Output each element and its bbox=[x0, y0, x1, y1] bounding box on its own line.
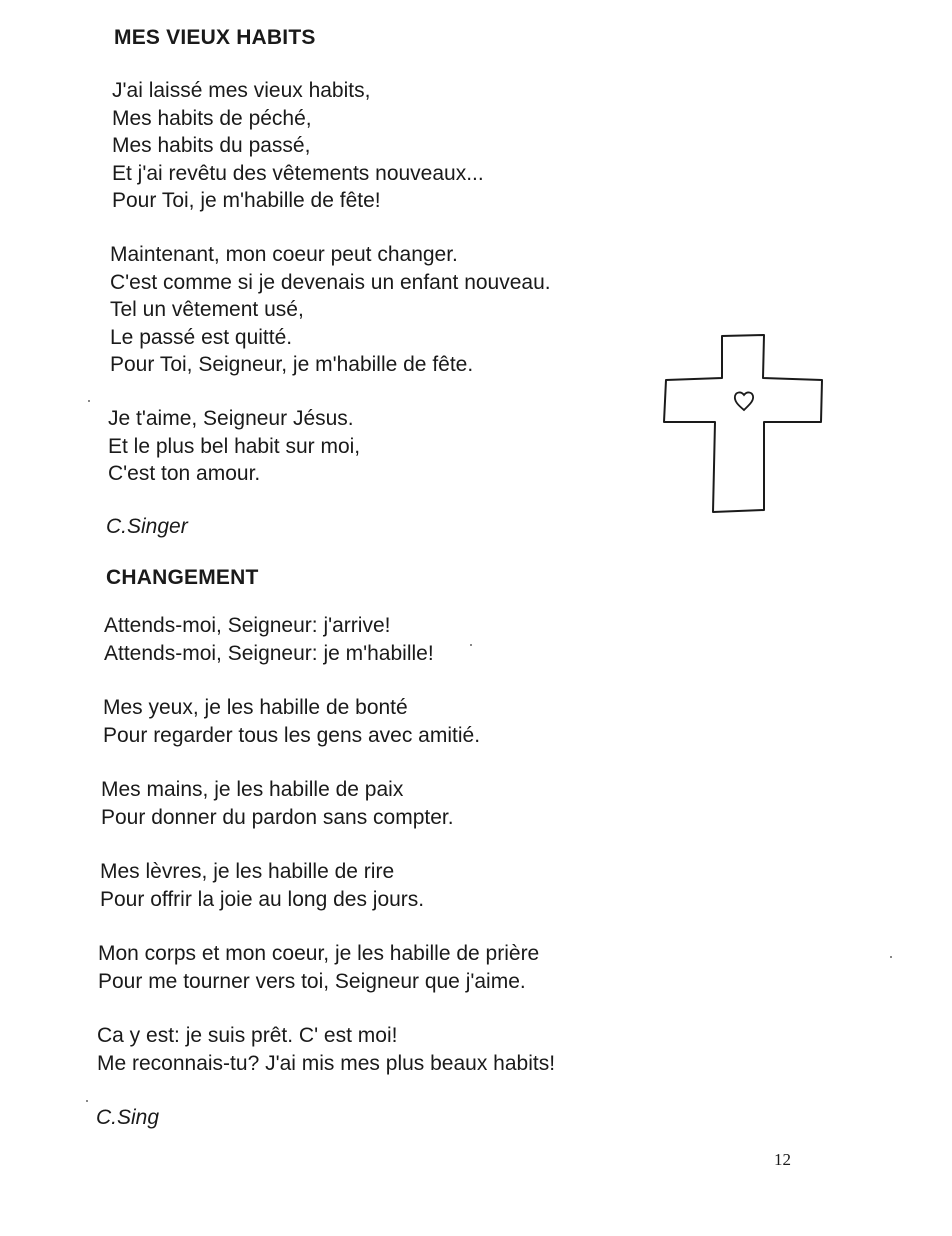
poem1-stanza-3 bbox=[108, 405, 360, 488]
verse-line: Attends-moi, Seigneur: j'arrive! bbox=[104, 614, 391, 637]
cross-with-heart-icon bbox=[660, 330, 828, 520]
verse-line: Pour Toi, je m'habille de fête! bbox=[112, 189, 381, 212]
page-number: 12 bbox=[774, 1150, 791, 1169]
verse-line: Mes habits du passé, bbox=[112, 134, 311, 157]
poem2-stanza-4 bbox=[100, 858, 424, 913]
verse-line: J'ai laissé mes vieux habits, bbox=[112, 79, 371, 102]
verse-line: Pour Toi, Seigneur, je m'habille de fête. bbox=[110, 353, 474, 376]
poem2-stanza-6 bbox=[97, 1022, 555, 1077]
poem2-stanza-1 bbox=[104, 612, 434, 667]
scan-speck bbox=[890, 956, 892, 958]
poem2-stanza-5 bbox=[98, 940, 539, 995]
verse-line: Et j'ai revêtu des vêtements nouveaux... bbox=[112, 161, 484, 185]
verse-line: C'est ton amour. bbox=[108, 462, 261, 485]
verse-line: Pour regarder tous les gens avec amitié. bbox=[103, 723, 481, 747]
scan-speck bbox=[88, 400, 90, 402]
poem1-author: C.Singer bbox=[106, 515, 188, 538]
verse-line: C'est comme si je devenais un enfant nouveau. bbox=[110, 270, 551, 294]
poem-title-changement: CHANGEMENT bbox=[106, 566, 259, 589]
poem1-stanza-2 bbox=[110, 241, 551, 379]
scan-speck bbox=[470, 644, 472, 646]
verse-line: Je t'aime, Seigneur Jésus. bbox=[108, 407, 354, 430]
verse-line: Et le plus bel habit sur moi, bbox=[108, 434, 361, 458]
verse-line: Mes mains, je les habille de paix bbox=[101, 778, 404, 801]
verse-line: Mes lèvres, je les habille de rire bbox=[100, 860, 395, 883]
poem1-stanza-1 bbox=[112, 77, 484, 215]
poem2-author: C.Sing bbox=[96, 1106, 160, 1129]
verse-line: Maintenant, mon coeur peut changer. bbox=[110, 243, 458, 266]
verse-line: Pour offrir la joie au long des jours. bbox=[100, 887, 425, 911]
verse-line: Tel un vêtement usé, bbox=[110, 298, 304, 321]
poem-title-mes-vieux-habits: MES VIEUX HABITS bbox=[114, 26, 316, 49]
verse-line: Pour donner du pardon sans compter. bbox=[101, 805, 454, 829]
verse-line: Le passé est quitté. bbox=[110, 325, 293, 349]
verse-line: Me reconnais-tu? J'ai mis mes plus beaux habits! bbox=[97, 1051, 556, 1075]
verse-line: Attends-moi, Seigneur: je m'habille! bbox=[104, 641, 434, 665]
poem2-stanza-2 bbox=[103, 694, 480, 749]
poem2-stanza-3 bbox=[101, 776, 454, 831]
verse-line: Mon corps et mon coeur, je les habille de prière bbox=[98, 942, 540, 965]
verse-line: Ca y est: je suis prêt. C' est moi! bbox=[97, 1024, 398, 1047]
verse-line: Mes habits de péché, bbox=[112, 106, 312, 130]
verse-line: Pour me tourner vers toi, Seigneur que j'aime. bbox=[98, 969, 526, 993]
heart-icon bbox=[735, 392, 753, 410]
scan-speck bbox=[86, 1100, 88, 1102]
verse-line: Mes yeux, je les habille de bonté bbox=[103, 696, 408, 719]
